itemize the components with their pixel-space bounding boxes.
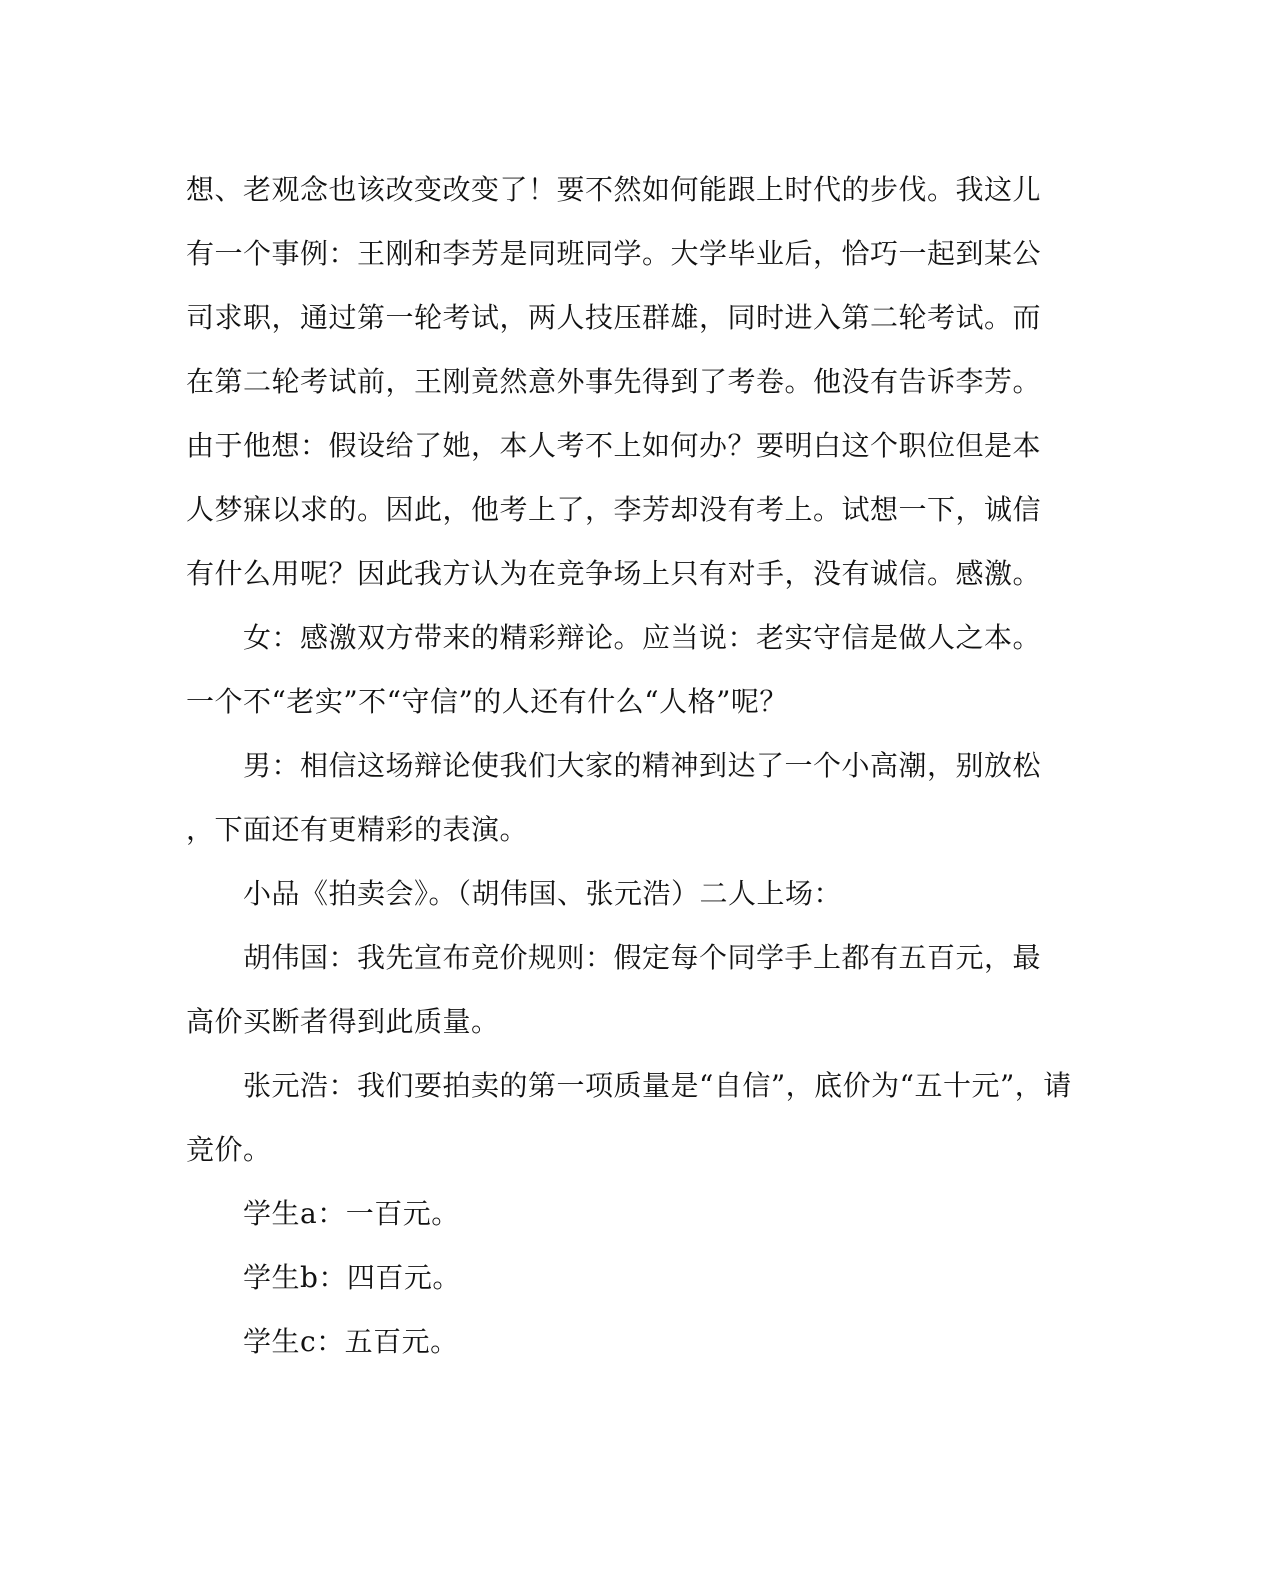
paragraph-start-line: 学生a：一百元。	[243, 1197, 460, 1230]
text-line: 想、老观念也该改变改变了！要不然如何能跟上时代的步伐。我这儿	[186, 173, 1042, 206]
paragraph-start-line: 学生c：五百元。	[243, 1325, 459, 1358]
paragraph-start-line: 小品《拍卖会》。（胡伟国、张元浩）二人上场：	[243, 877, 843, 910]
text-line: 由于他想：假设给了她，本人考不上如何办？要明白这个职位但是本	[186, 429, 1042, 462]
text-line: 在第二轮考试前，王刚竟然意外事先得到了考卷。他没有告诉李芳。	[186, 365, 1042, 398]
text-line: 竞价。	[186, 1133, 272, 1166]
text-line: 司求职，通过第一轮考试，两人技压群雄，同时进入第二轮考试。而	[186, 301, 1042, 334]
text-line: 高价买断者得到此质量。	[186, 1005, 500, 1038]
text-line: ，下面还有更精彩的表演。	[186, 813, 529, 846]
text-line: 人梦寐以求的。因此，他考上了，李芳却没有考上。试想一下，诚信	[186, 493, 1042, 526]
paragraph-start-line: 男：相信这场辩论使我们大家的精神到达了一个小高潮，别放松	[243, 749, 1042, 782]
paragraph-start-line: 学生b：四百元。	[243, 1261, 461, 1294]
text-line: 一个不“老实”不“守信”的人还有什么“人格”呢？	[186, 685, 788, 718]
text-line: 有一个事例：王刚和李芳是同班同学。大学毕业后，恰巧一起到某公	[186, 237, 1042, 270]
paragraph-start-line: 女：感激双方带来的精彩辩论。应当说：老实守信是做人之本。	[243, 621, 1042, 654]
paragraph-start-line: 张元浩：我们要拍卖的第一项质量是“自信”，底价为“五十元”，请	[243, 1069, 1072, 1102]
text-line: 有什么用呢？因此我方认为在竞争场上只有对手，没有诚信。感激。	[186, 557, 1042, 590]
paragraph-start-line: 胡伟国：我先宣布竞价规则：假定每个同学手上都有五百元，最	[243, 941, 1042, 974]
